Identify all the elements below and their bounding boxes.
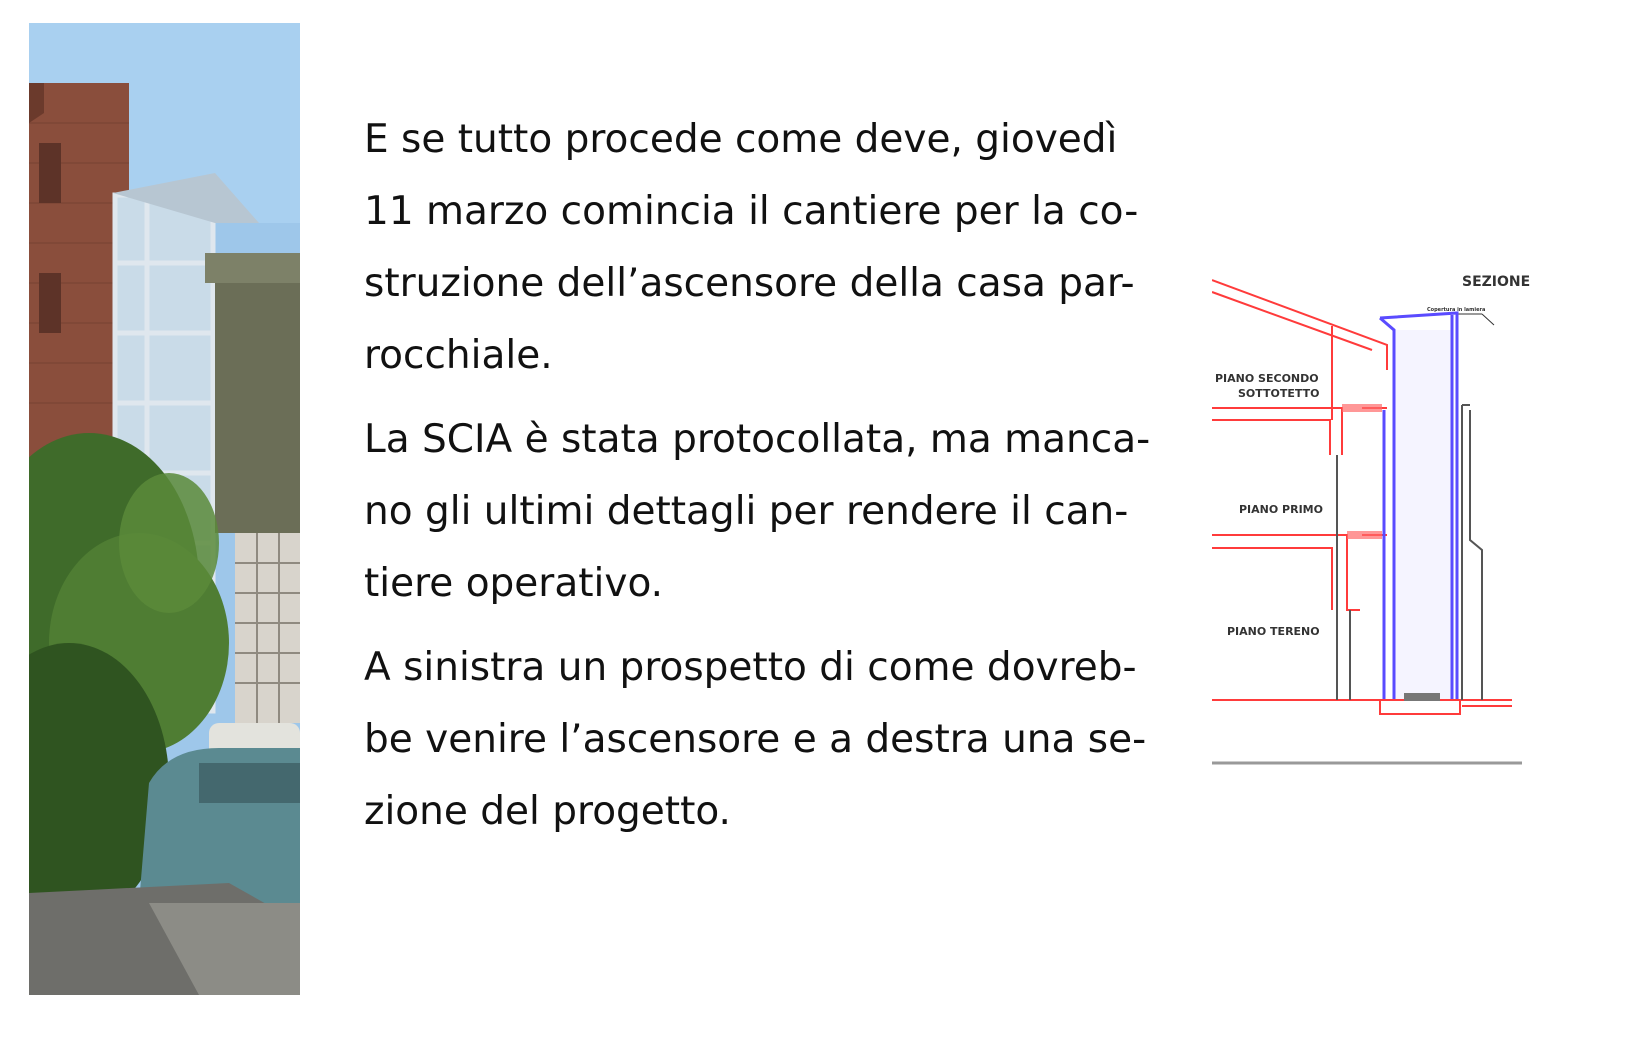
label-second-floor: PIANO SECONDO [1215, 372, 1319, 385]
paragraph-scia: La SCIA è stata protocollata, ma manca- no gli ultimi dettagli per rendere il can- tiere operativo. [364, 417, 1151, 606]
paragraph-images: A sinistra un prospetto di come dovreb- be venire l’ascensore e a destra una se- zione del progetto. [364, 645, 1147, 834]
section-drawing [1212, 270, 1624, 816]
label-attic: SOTTOTETTO [1238, 387, 1320, 400]
label-first-floor: PIANO PRIMO [1239, 503, 1323, 516]
elevator-photo [29, 23, 300, 995]
drawing-title: SEZIONE [1462, 274, 1531, 290]
article-text [364, 104, 1164, 860]
label-ground-floor: PIANO TERENO [1227, 625, 1320, 638]
paragraph-start-date: E se tutto procede come deve, giovedì 11 marzo comincia il cantiere per la co- struzione dell’ascensore della casa par- rocchiale. [364, 117, 1139, 378]
roof-note: Copertura in lamiera [1427, 307, 1486, 313]
